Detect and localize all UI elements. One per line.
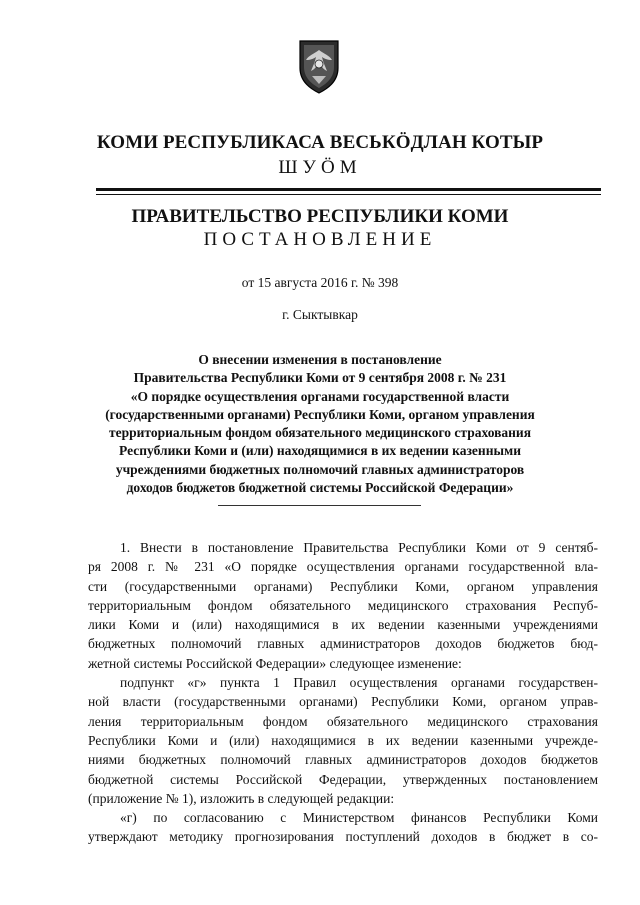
document-city: г. Сыктывкар [282, 307, 358, 322]
coat-of-arms-emblem [297, 38, 341, 94]
title-line: «О порядке осуществления органами государственной власти [130, 388, 510, 404]
resolution-title [90, 351, 550, 497]
body-line: ниями бюджетных полномочий главных администраторов доходов бюджетов [88, 752, 598, 768]
body-line: жетной системы Российской Федерации» следующее изменение: [88, 655, 462, 671]
title-line: территориальным фондом обязательного медицинского страхования [108, 425, 532, 441]
body-line: 1. Внести в постановление Правительства Республики Коми от 9 сентяб- [120, 540, 598, 555]
body-line: ря 2008 г. № 231 «О порядке осуществления органами государственной вла- [88, 559, 598, 575]
paragraph-3 [88, 808, 598, 847]
header-divider-thin [96, 194, 601, 195]
body-line: ной власти (государственными органами) Республики Коми, органом управ- [88, 694, 598, 710]
government-title: ПРАВИТЕЛЬСТВО РЕСПУБЛИКИ КОМИ [131, 206, 509, 227]
document-date-number: от 15 августа 2016 г. № 398 [241, 275, 399, 290]
title-line: учреждениями бюджетных полномочий главных администраторов [115, 461, 525, 477]
body-line: подпункт «г» пункта 1 Правил осуществления органами государствен- [120, 675, 598, 691]
body-line: бюджетных полномочий главных администраторов доходов бюджетов бюд- [88, 636, 598, 652]
document-body [88, 538, 598, 847]
header-divider-thick [96, 188, 601, 191]
body-line: (приложение № 1), изложить в следующей редакции: [88, 790, 395, 806]
body-line: сти (государственными органами) Республики Коми, органом управления [88, 578, 598, 594]
body-line: Республики Коми и (или) находящимися в их ведении казенными учрежде- [88, 732, 598, 748]
header-komi-language-title: КОМИ РЕСПУБЛИКАСА ВЕСЬКӦДЛАН КОТЫР [96, 132, 544, 153]
document-type: ПОСТАНОВЛЕНИЕ [203, 229, 437, 250]
paragraph-2 [88, 673, 598, 808]
body-line: лики Коми и (или) находящимися в их ведении казенными учреждениями [88, 617, 598, 633]
body-line: территориальным фондом обязательного медицинского страхования Респуб- [88, 597, 598, 613]
body-line: бюджетной системы Российской Федерации, утвержденных постановлением [88, 771, 598, 787]
body-line: «г) по согласованию с Министерством финансов Республики Коми [120, 810, 598, 826]
paragraph-1 [88, 538, 598, 673]
title-line: (государственными органами) Республики Коми, органом управления [105, 406, 535, 422]
title-line: О внесении изменения в постановление [198, 352, 442, 367]
body-line: утверждают методику прогнозирования поступлений доходов в бюджет в со- [88, 829, 598, 845]
title-divider [218, 505, 421, 506]
body-line: ления территориальным фондом обязательного медицинского страхования [88, 713, 598, 729]
header-komi-doc-type: ШУӦМ [278, 157, 362, 178]
title-line: Правительства Республики Коми от 9 сентября 2008 г. № 231 [133, 370, 507, 386]
title-line: доходов бюджетов бюджетной системы Российской Федерации» [126, 480, 514, 496]
title-line: Республики Коми и (или) находящимися в их ведении казенными [119, 443, 521, 459]
